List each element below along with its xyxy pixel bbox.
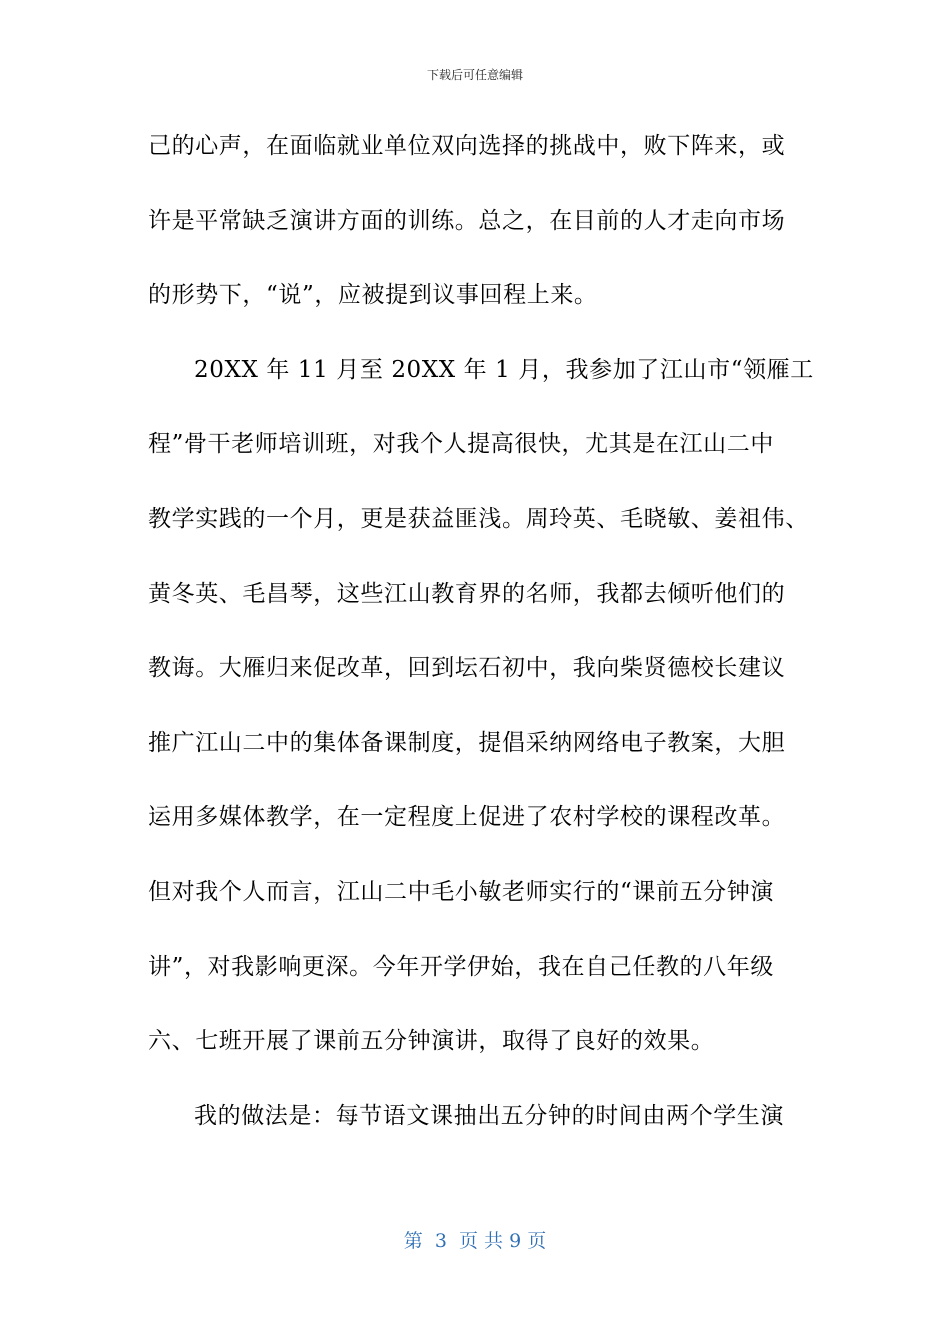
footer-current-page: 3 xyxy=(434,1230,447,1252)
text-line: 但对我个人而言，江山二中毛小敏老师实行的“课前五分钟演 xyxy=(148,878,774,905)
text-line: 黄冬英、毛昌琴，这些江山教育界的名师，我都去倾听他们的 xyxy=(148,580,786,607)
header-note: 下载后可任意编辑 xyxy=(426,68,523,82)
footer-prefix: 第 xyxy=(403,1230,423,1252)
text-line: 教学实践的一个月，更是获益匪浅。周玲英、毛晓敏、姜祖伟、 xyxy=(148,505,809,532)
footer-middle: 页 共 xyxy=(458,1230,504,1252)
text-line: 运用多媒体教学，在一定程度上促进了农村学校的课程改革。 xyxy=(148,804,786,831)
text-line: 许是平常缺乏演讲方面的训练。总之，在目前的人才走向市场 xyxy=(148,207,786,234)
text-line: 教诲。大雁归来促改革，回到坛石初中，我向柴贤德校长建议 xyxy=(148,655,786,682)
text-line: 20XX 年 11 月至 20XX 年 1 月，我参加了江山市“领雁工 xyxy=(194,356,814,383)
document-body xyxy=(148,124,814,1168)
text-line: 的形势下，“说”，应被提到议事回程上来。 xyxy=(148,282,598,309)
page-footer xyxy=(0,1226,950,1253)
text-line: 程”骨干老师培训班，对我个人提高很快，尤其是在江山二中 xyxy=(148,431,774,458)
text-line: 六、七班开展了课前五分钟演讲，取得了良好的效果。 xyxy=(148,1028,715,1055)
text-line: 我的做法是：每节语文课抽出五分钟的时间由两个学生演 xyxy=(194,1102,784,1129)
text-line: 讲”，对我影响更深。今年开学伊始，我在自己任教的八年级 xyxy=(148,953,774,980)
footer-suffix: 页 xyxy=(527,1230,547,1252)
text-line: 推广江山二中的集体备课制度，提倡采纳网络电子教案，大胆 xyxy=(148,729,786,756)
text-line: 己的心声，在面临就业单位双向选择的挑战中，败下阵来，或 xyxy=(148,133,786,159)
footer-total-pages: 9 xyxy=(509,1230,522,1252)
